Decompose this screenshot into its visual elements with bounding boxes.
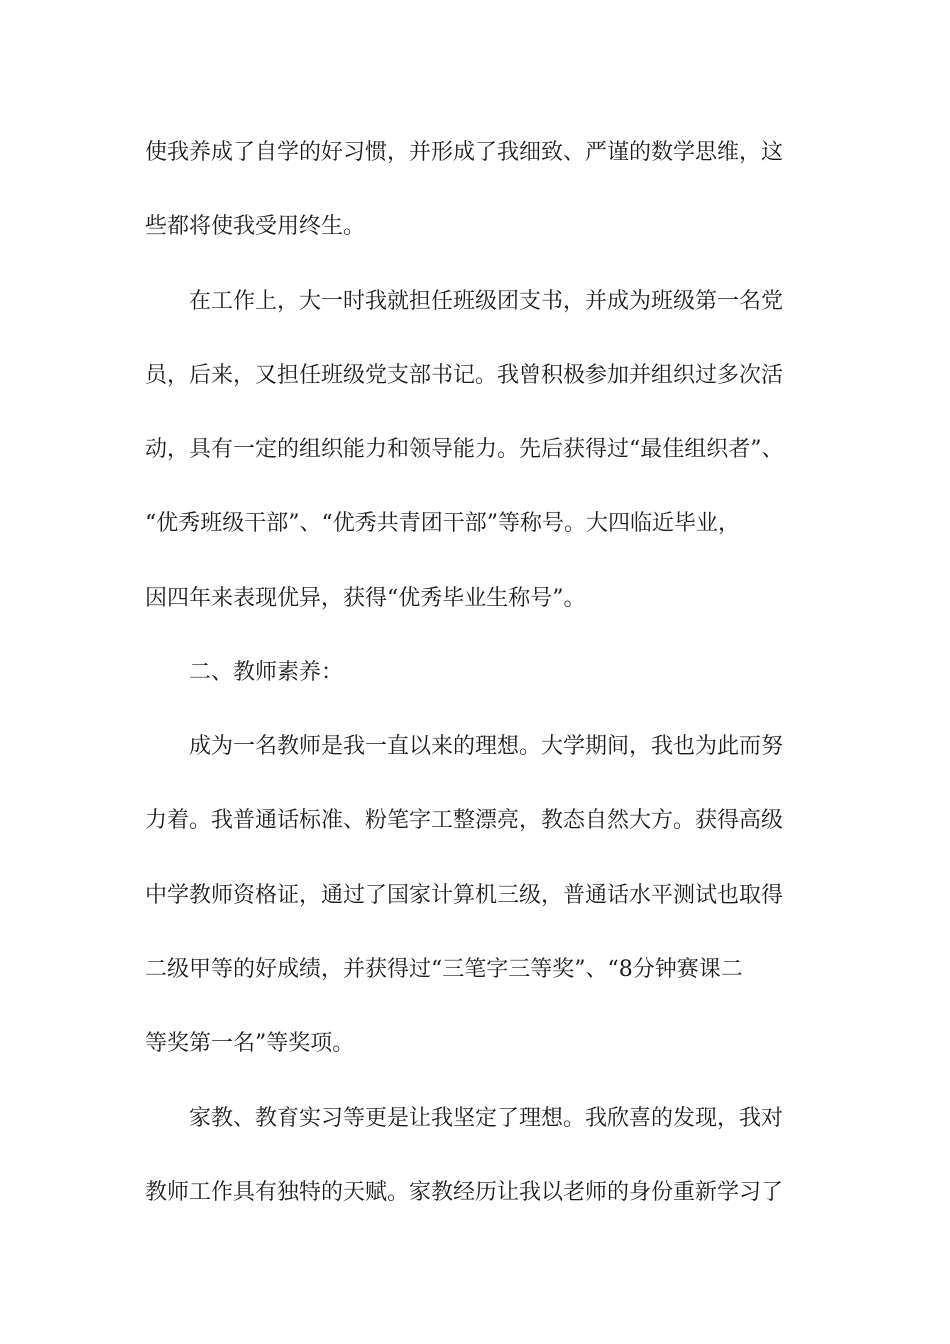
paragraph-start-line: 成为一名教师是我一直以来的理想。大学期间，我也为此而努: [189, 734, 784, 759]
text-line: 动，具有一定的组织能力和领导能力。先后获得过“最佳组织者”、: [145, 437, 784, 462]
section-heading: 二、教师素养：: [189, 660, 344, 685]
text-line: 因四年来表现优异，获得“优秀毕业生称号”。: [145, 586, 586, 611]
text-line: 力着。我普通话标准、粉笔字工整漂亮，教态自然大方。获得高级: [145, 808, 784, 833]
text-line: 使我养成了自学的好习惯，并形成了我细致、严谨的数学思维，这: [145, 140, 784, 165]
text-line: 二级甲等的好成绩，并获得过“三笔字三等奖”、“8分钟赛课二: [145, 957, 743, 982]
text-line: 等奖第一名”等奖项。: [145, 1031, 355, 1056]
text-line: 员，后来，又担任班级党支部书记。我曾积极参加并组织过多次活: [145, 363, 784, 388]
text-line: 些都将使我受用终生。: [145, 214, 366, 239]
text-line: “优秀班级干部”、“优秀共青团干部”等称号。大四临近毕业，: [145, 511, 740, 536]
text-line: 中学教师资格证，通过了国家计算机三级，普通话水平测试也取得: [145, 883, 784, 908]
paragraph-start-line: 家教、教育实习等更是让我坚定了理想。我欣喜的发现，我对: [189, 1106, 784, 1131]
paragraph-start-line: 在工作上，大一时我就担任班级团支书，并成为班级第一名党: [189, 289, 784, 314]
text-line: 教师工作具有独特的天赋。家教经历让我以老师的身份重新学习了: [145, 1180, 784, 1205]
